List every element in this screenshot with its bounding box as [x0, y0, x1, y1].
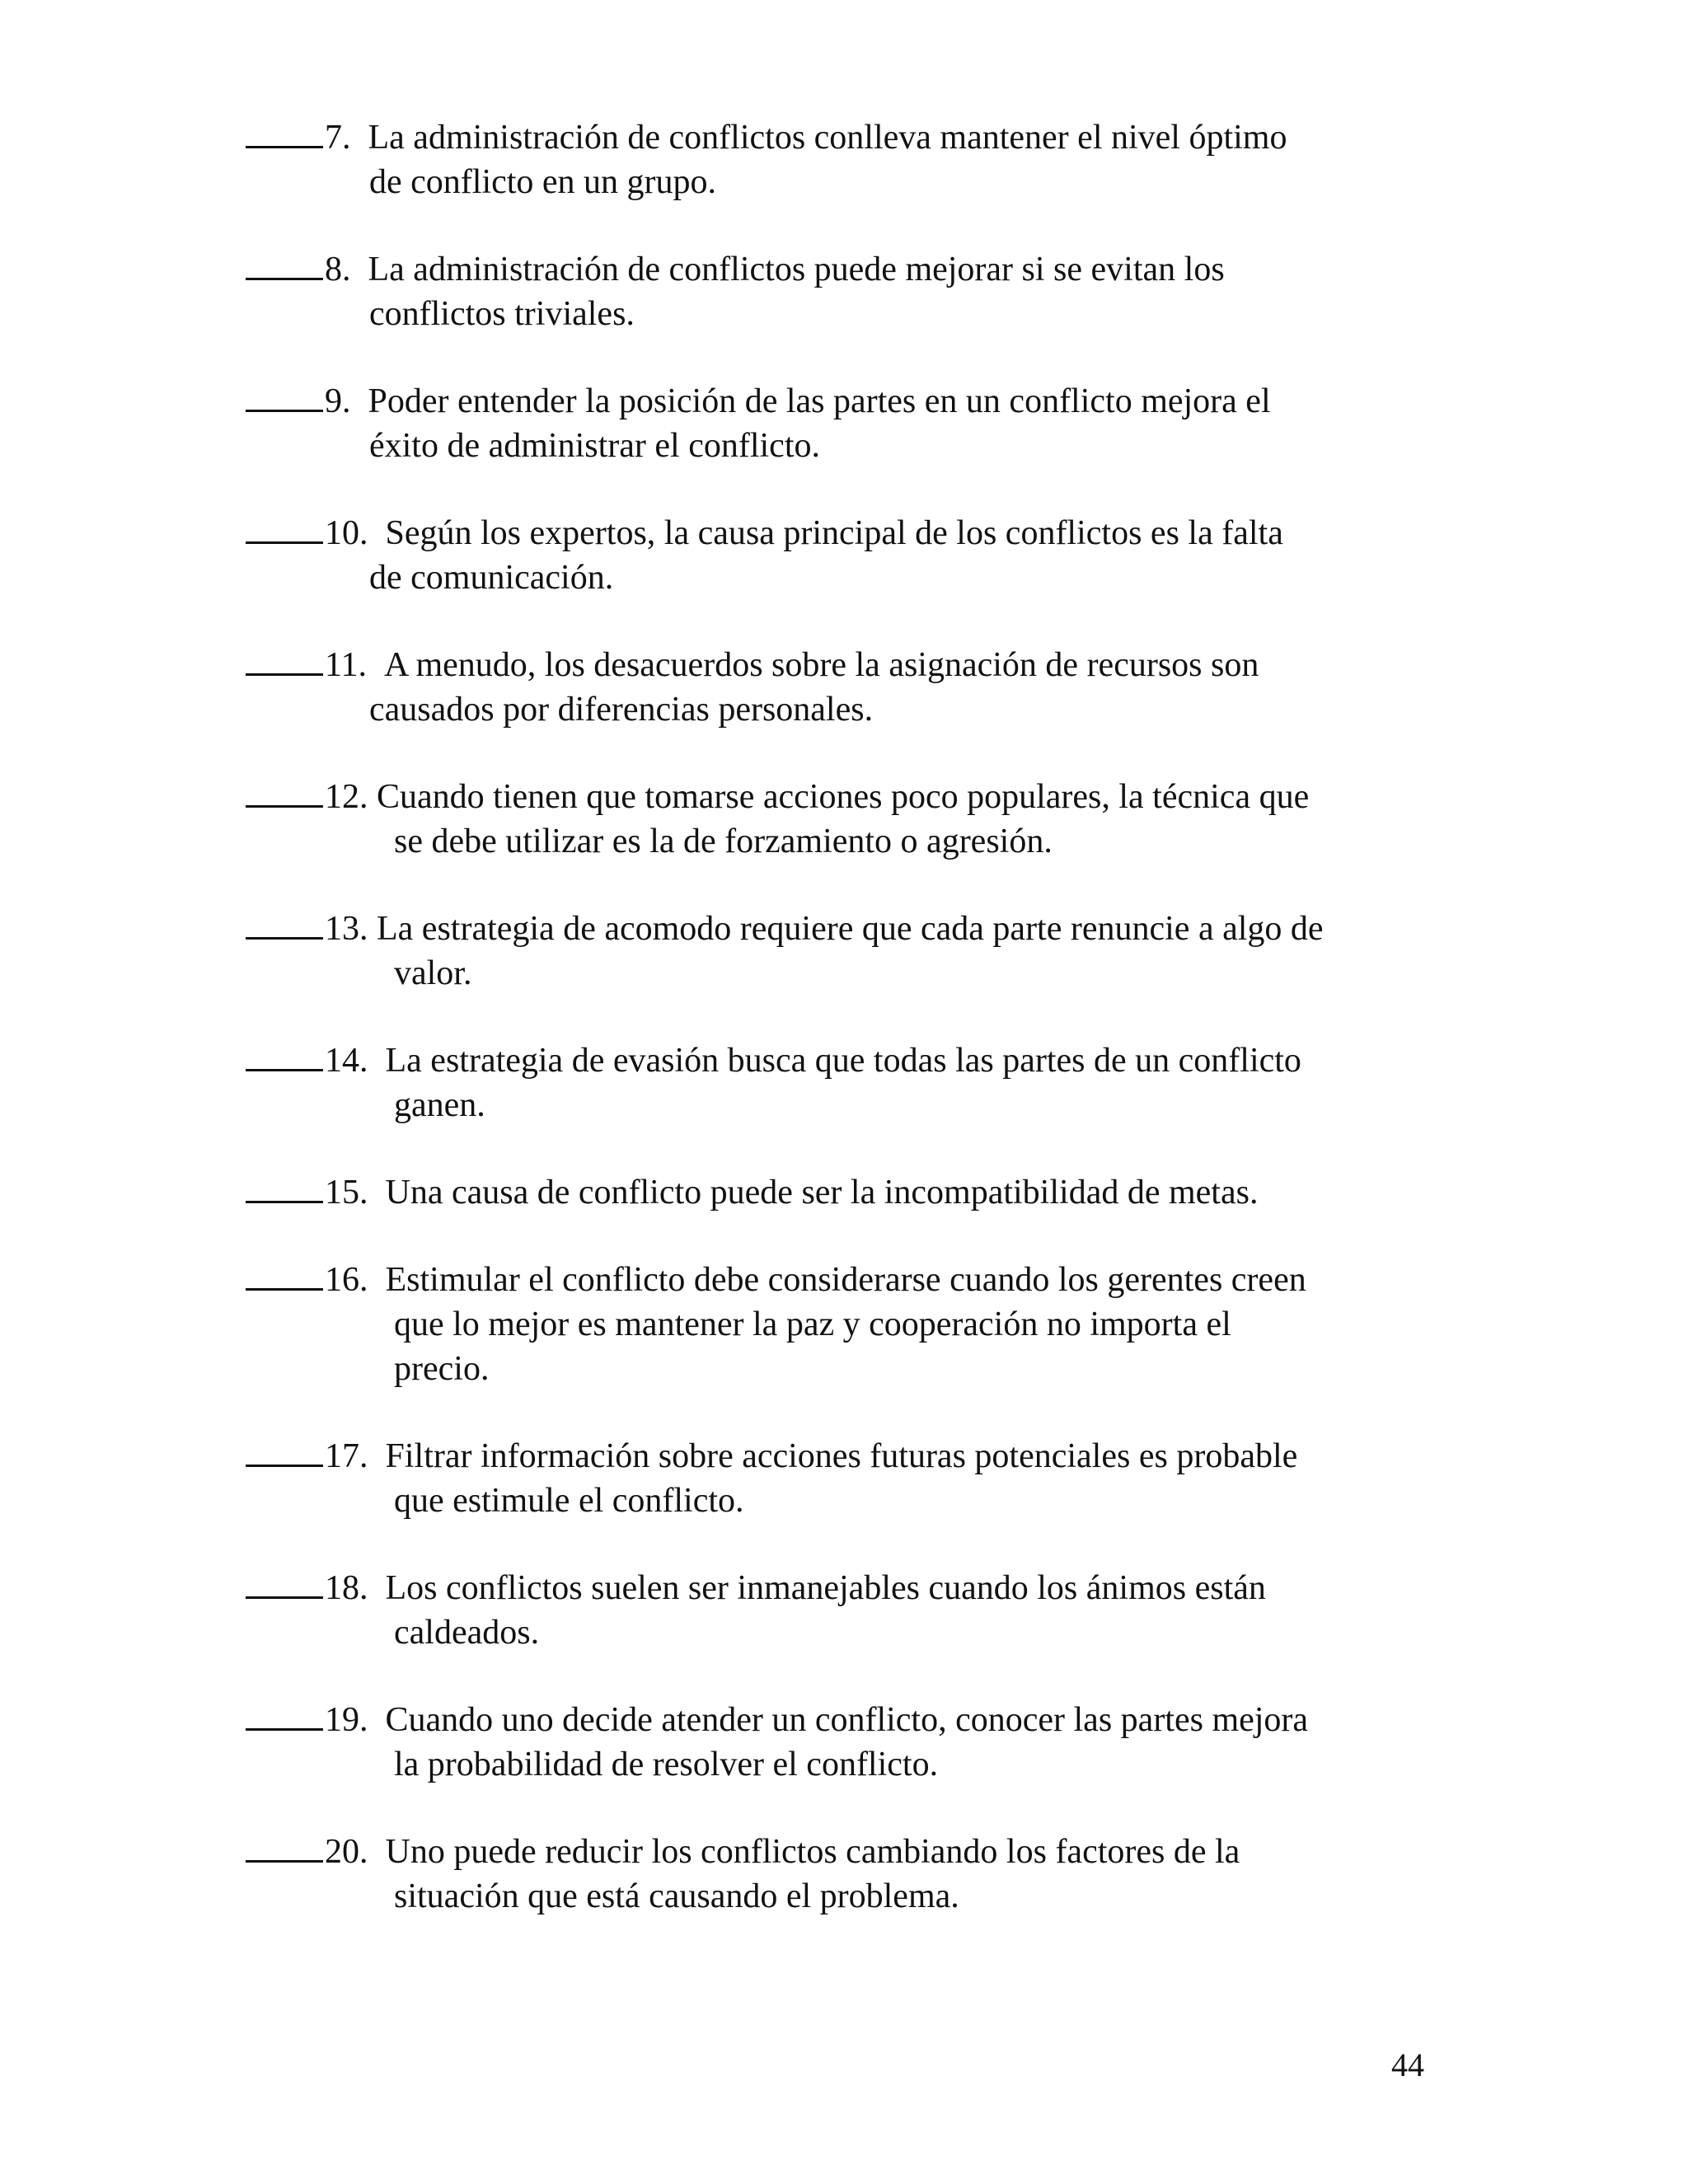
question-number: 16. [325, 1261, 368, 1299]
answer-blank[interactable] [246, 1173, 323, 1203]
question-text-line: de conflicto en un grupo. [369, 163, 717, 201]
question-item-7 [246, 115, 1482, 204]
question-text-line: conflictos triviales. [369, 295, 635, 333]
answer-blank[interactable] [246, 645, 323, 676]
question-text-line: situación que está causando el problema. [394, 1877, 959, 1915]
question-item-17 [246, 1434, 1482, 1523]
question-text-line: Según los expertos, la causa principal de los conflictos es la falta [385, 514, 1283, 552]
answer-blank[interactable] [246, 382, 323, 412]
question-number: 10. [325, 514, 368, 552]
question-text-line: causados por diferencias personales. [369, 691, 874, 729]
question-number: 7. [325, 119, 351, 157]
question-text-line: que estimule el conflicto. [394, 1482, 744, 1520]
answer-blank[interactable] [246, 513, 323, 544]
question-item-19 [246, 1698, 1482, 1787]
question-text-line: La administración de conflictos puede mejorar si se evitan los [368, 251, 1225, 288]
question-text-line: Una causa de conflicto puede ser la incompatibilidad de metas. [385, 1174, 1259, 1212]
question-item-11 [246, 643, 1482, 732]
question-text-line: la probabilidad de resolver el conflicto. [394, 1746, 939, 1783]
question-item-16 [246, 1258, 1482, 1391]
question-number: 13. [325, 910, 368, 948]
question-text-line: Estimular el conflicto debe considerarse cuando los gerentes creen [385, 1261, 1306, 1299]
question-item-15 [246, 1170, 1482, 1215]
true-false-question-list [246, 115, 1482, 1961]
question-text-line: que lo mejor es mantener la paz y cooperación no importa el [394, 1305, 1231, 1343]
question-text-line: Cuando tienen que tomarse acciones poco populares, la técnica que [377, 778, 1310, 816]
page-number: 44 [1391, 2046, 1424, 2083]
answer-blank[interactable] [246, 1832, 323, 1863]
question-item-12 [246, 775, 1482, 864]
question-number: 11. [325, 646, 367, 684]
question-number: 20. [325, 1833, 368, 1871]
question-number: 14. [325, 1042, 368, 1080]
question-number: 19. [325, 1701, 368, 1739]
question-item-14 [246, 1038, 1482, 1127]
question-text-line: Los conflictos suelen ser inmanejables cuando los ánimos están [385, 1569, 1266, 1607]
question-text-line: La estrategia de evasión busca que todas las partes de un conflicto [385, 1042, 1301, 1080]
answer-blank[interactable] [246, 118, 323, 148]
question-text-line: La estrategia de acomodo requiere que cada parte renuncie a algo de [377, 910, 1324, 948]
question-text-line: éxito de administrar el conflicto. [369, 427, 820, 465]
answer-blank[interactable] [246, 1568, 323, 1599]
question-number: 12. [325, 778, 368, 816]
question-item-13 [246, 907, 1482, 996]
question-number: 15. [325, 1174, 368, 1212]
question-text-line: precio. [394, 1350, 490, 1388]
question-text-line: Cuando uno decide atender un conflicto, conocer las partes mejora [385, 1701, 1309, 1739]
question-text-line: caldeados. [394, 1614, 540, 1652]
question-item-9 [246, 379, 1482, 468]
answer-blank[interactable] [246, 250, 323, 280]
question-item-8 [246, 247, 1482, 336]
question-text-line: valor. [394, 954, 472, 992]
question-number: 9. [325, 382, 351, 420]
question-number: 18. [325, 1569, 368, 1607]
question-item-20 [246, 1830, 1482, 1919]
question-text-line: Filtrar información sobre acciones futuras potenciales es probable [385, 1437, 1298, 1475]
answer-blank[interactable] [246, 1436, 323, 1467]
answer-blank[interactable] [246, 909, 323, 940]
answer-blank[interactable] [246, 777, 323, 808]
answer-blank[interactable] [246, 1700, 323, 1731]
question-number: 8. [325, 251, 351, 288]
answer-blank[interactable] [246, 1041, 323, 1071]
answer-blank[interactable] [246, 1260, 323, 1291]
question-text-line: A menudo, los desacuerdos sobre la asignación de recursos son [383, 646, 1259, 684]
question-text-line: Uno puede reducir los conflictos cambiando los factores de la [385, 1833, 1240, 1871]
question-item-10 [246, 511, 1482, 600]
question-text-line: ganen. [394, 1086, 485, 1124]
question-item-18 [246, 1566, 1482, 1655]
question-text-line: de comunicación. [369, 559, 614, 597]
question-text-line: La administración de conflictos conlleva mantener el nivel óptimo [368, 119, 1287, 157]
question-number: 17. [325, 1437, 368, 1475]
question-text-line: Poder entender la posición de las partes en un conflicto mejora el [368, 382, 1271, 420]
question-text-line: se debe utilizar es la de forzamiento o agresión. [394, 823, 1053, 860]
